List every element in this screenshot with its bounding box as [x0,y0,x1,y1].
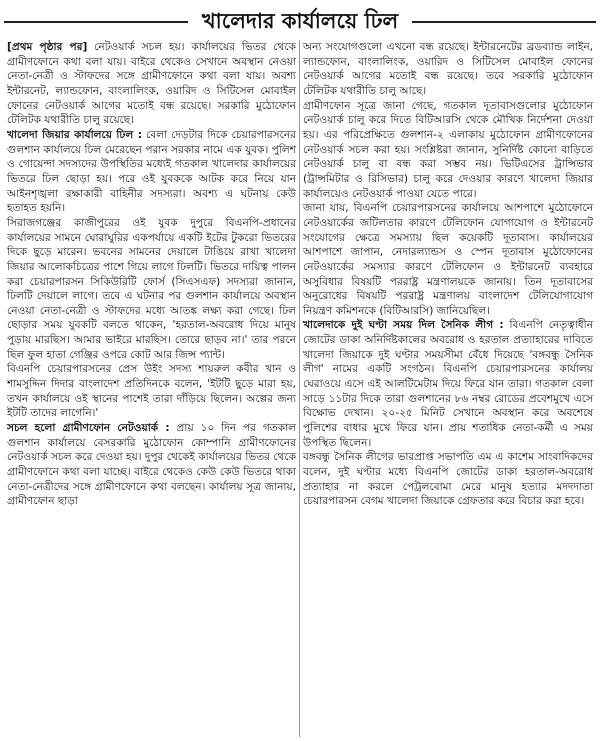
right-column [300,40,596,737]
paragraph [303,318,593,450]
paragraph [303,99,593,202]
left-column [4,40,300,737]
article-columns [4,40,596,737]
paragraph-text: অন্য সংযোগগুলো এখনো বন্ধ রয়েছে। ইন্টারনেটের ব্রডব্যান্ড লাইন, ল্যান্ডফোন, বাংলালিংক, ওয়ারিদ ও সিটিসেল মোবাইল ফোনের নেটওয়ার্ক আগের মতোই বন্ধ রয়েছে। তবে সরকারি মুঠোফোন টেলিটক যথারীতি চালু আছে। [303,41,593,97]
paragraph-text: বঙ্গবন্ধু সৈনিক লীগের ভারপ্রাপ্ত সভাপতি এম এ কাশেম সাংবাদিকদের বলেন, দুই ঘণ্টার মধ্যে বিএনপি জোটের ডাকা হরতাল-অবরোধ প্রত্যাহার না করলে পেট্রলবোমা মেরে মানুষ হত্যার মদদদাতা চেয়ারপারসন বেগম খালেদা জিয়াকে গ্রেফতার করে বিচার করা হবে। [303,451,593,508]
paragraph-text: জানা যায়, বিএনপি চেয়ারপারসনের কার্যালয়ে আশপাশে মুঠোফোনে নেটওয়ার্কের জটিলতার কারণে টেলিফোন যোগাযোগ ও ইন্টারনেট সংযোগের ক্ষেত্রে সমস্যায় ছিল কয়েকটি দূতাবাস। কার্যালয়ের আশপাশে জাপান, নেদারল্যান্ডস ও স্পেন দূতাবাস মুঠোফোনের নেটওয়ার্কের সমস্যার কারণে টেলিফোন ও ইন্টারনেট ব্যবহারে অসুবিধার বিষয়টি পররাষ্ট্র মন্ত্রণালয়কে জানায়। তিন দূতাবাসের অনুরোধের বিষয়টি পররাষ্ট্র মন্ত্রণালয় বাংলাদেশ টেলিযোগাযোগ নিয়ন্ত্রণ কমিশনকে (বিটিআরসি) জানিয়েছিল। [303,202,593,317]
paragraph-lead: [প্রথম পৃষ্ঠার পর] [7,41,88,53]
paragraph [7,421,296,509]
headline: খালেদার কার্যালয়ে ঢিল [192,6,408,36]
paragraph [303,201,593,318]
paragraph [7,40,296,128]
headline-bar [0,6,600,36]
paragraph-text: বিএনপি নেতৃত্বাধীন জোটের ডাকা অনির্দিষ্টকালের অবরোধ ও হরতাল প্রত্যাহারের দাবিতে খালেদা জিয়াকে দুই ঘণ্টার সময়সীমা বেঁধে দিয়েছে 'বঙ্গবন্ধু সৈনিক লীগ' নামের একটি সংগঠন। বিএনপি চেয়ারপারসনের কার্যালয় ঘেরাওয়ে এসে এই আলটিমেটাম দিয়ে ফিরে যান তারা। গতকাল বেলা সাড়ে ১১টার দিকে তারা গুলশানের ৮৬ নম্বর রোডের প্রবেশমুখে এসে বিক্ষোভ দেখান। ২০-২৫ মিনিট সেখানে অবস্থান করে অবশেষে পুলিশের বাধার মুখে ফিরে যান। প্রায় শতাধিক নেতা-কর্মী এ সময় উপস্থিত ছিলেন। [303,319,593,449]
paragraph-text: সিরাজগঞ্জের কাজীপুরের ওই যুবক দুপুরে বিএনপি-প্রধানের কার্যালয়ের সামনে ঘোরাঘুরির একপর্যায়ে একটি ইটের টুকরো ভিতরের দিকে ছুড়ে মারেন। ভবনের সামনের দেয়ালে টাঙিয়ে রাখা খালেদা জিয়ার আলোকচিত্রের পাশে গিয়ে লাগে ঢিলটি। ভিতরে দায়িত্ব পালন করা চেয়ারপারসন সিকিউরিটি ফোর্স (সিএসএফ) সদস্যরা জানান, ঢিলটি দেয়ালে লাগে। তবে এ ঘটনার পর গুলশান কার্যালয়ে অবস্থান নেওয়া নেতা-নেত্রী ও স্টাফদের মধ্যে আতঙ্ক লক্ষ্য করা গেছে। ঢিল ছোড়ার সময় যুবকটি বলতে থাকেন, 'হরতাল-অবরোধ দিয়ে মানুষ পুড়ায় মারছিস। আমার ভাইরে মারছিস। তোরে ছাড়ব না।' তার পরনে ছিল ফুল হাতা গেঞ্জির ওপরে কোট আর জিন্স প্যান্ট। [7,216,296,361]
headline-rule-left [4,21,188,23]
subheading: খালেদা জিয়ার কার্যালয়ে ঢিল : [7,128,142,141]
paragraph-text: বেলা দেড়টার দিকে চেয়ারপারসনের গুলশান কার্যালয়ে ঢিল মেরেছেন পরান সরকার নামে এক যুবক। পুলিশ ও গোয়েন্দা সদস্যদের উপস্থিতির মধ্যেই গতকাল খালেদার কার্যালয়ের ভিতরে ঢিল ছোড়া হয়। পরে ওই যুবককে আটক করে নিয়ে যান আইনশৃঙ্খলা রক্ষাকারী বাহিনীর সদস্যরা। অবশ্য এ ঘটনায় কেউ হতাহত হয়নি। [7,128,296,215]
headline-rule-right [412,21,596,23]
paragraph-text: প্রায় ১০ দিন পর গতকাল গুলশান কার্যালয়ে বেসরকারি মুঠোফোন কোম্পানি গ্রামীণফোনের নেটওয়ার্ক সচল করে দেওয়া হয়। দুপুর থেকেই কার্যালয়ের ভিতর থেকে গ্রামীণফোনে কথা বলা যাচ্ছে। বাইরে থেকেও কেউ কেউ ভিতরে থাকা নেতা-নেত্রীদের সঙ্গে গ্রামীণফোনে কথা বলছেন। কার্যালয় সূত্র জানায়, গ্রামীণফোন ছাড়া [7,422,296,508]
subheading: খালেদাকে দুই ঘণ্টা সময় দিল সৈনিক লীগ : [303,319,504,332]
paragraph [303,40,593,99]
subheading: সচল হলো গ্রামীণফোন নেটওয়ার্ক : [7,422,170,435]
paragraph-text: বিএনপি চেয়ারপারসনের প্রেস উইং সদস্য শায়রুল কবীর খান ও শামসুদ্দিন দিদার বাংলাদেশ প্রতিদিনকে বলেন, 'ইটটি ছুড়ে মারা হয়, তখন কার্যালয়ে ওই স্থানের পাশেই তারা দাঁড়িয়ে ছিলেন। অল্পের জন্য ইটটি তাদের লাগেনি।' [7,363,296,420]
paragraph [7,128,296,216]
paragraph [7,362,296,421]
paragraph-text: নেটওয়ার্ক সচল হয়। কার্যালয়ের ভিতর থেকে গ্রামীণফোনে কথা বলা যায়। বাইরে থেকেও সেখানে অবস্থান নেওয়া নেতা-নেত্রী ও স্টাফদের সঙ্গে গ্রামীণফোনে কথা বলা যায়। অবশ্য ইন্টারনেট, ল্যান্ডফোন, বাংলালিংক, ওয়ারিদ ও সিটিসেল মোবাইল ফোনের নেটওয়ার্ক আগের মতোই বন্ধ রয়েছে। সরকারি মুঠোফোন টেলিটক যথারীতি চালু রয়েছে। [7,41,296,127]
paragraph [7,216,296,363]
paragraph-text: গ্রামীণফোন সূত্রে জানা গেছে, গতকাল দূতাবাসগুলোর মুঠোফোন নেটওয়ার্ক চালু করে দিতে বিটিআরসি থেকে মৌখিক নির্দেশনা দেওয়া হয়। এর পরিপ্রেক্ষিতে গুলশান-২ এলাকায় মুঠোফোন গ্রামীণফোনের নেটওয়ার্ক সচল করা হয়। সংশ্লিষ্টরা জানান, সুনির্দিষ্ট কোনো বাড়িতে নেটওয়ার্ক চালু বা বন্ধ করা সম্ভব নয়। ভিটিএসের ট্রান্সিভার (ট্রান্সমিটার ও রিসিভার) চালু করে দেওয়ার কারণে খালেদা জিয়ার কার্যালয়েও নেটওয়ার্ক পাওয়া যেতে পারে। [303,99,593,200]
paragraph [303,450,593,509]
